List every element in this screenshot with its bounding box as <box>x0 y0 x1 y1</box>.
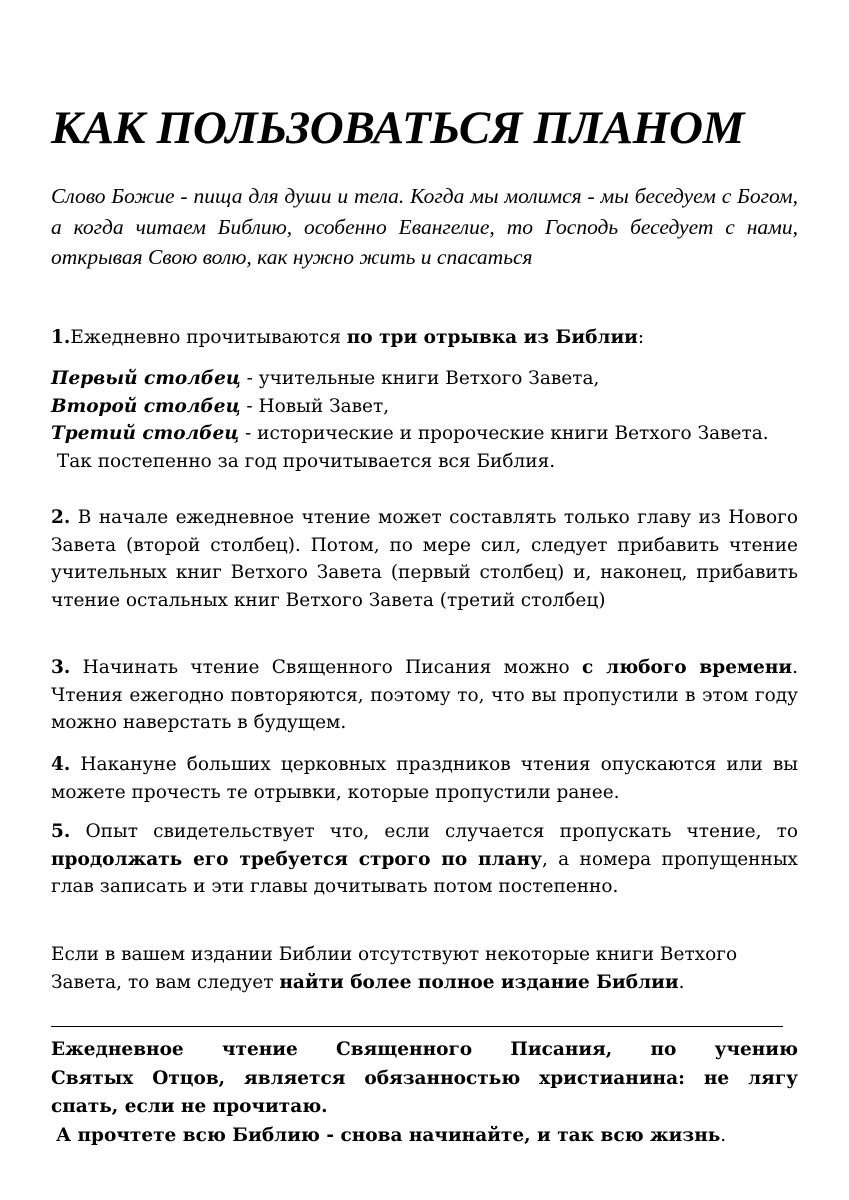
edition-note-text: Если в вашем издании Библии отсутствуют некоторые книги Ветхого Завета, то вам следует <box>51 944 738 993</box>
item-5 <box>51 818 798 901</box>
edition-note-end: . <box>678 971 685 993</box>
column-1-text: - учительные книги Ветхого Завета, <box>240 368 600 389</box>
closing-line-4-end: . <box>720 1124 727 1146</box>
column-2-text: - Новый Завет, <box>240 395 390 417</box>
closing-line-4-text: А прочтете всю Библию - снова начинайте, и так всю жизнь <box>56 1124 721 1146</box>
item-4-number: 4. <box>51 754 71 775</box>
item-5-bold: продолжать его требуется строго по плану <box>51 848 542 870</box>
closing-line-4 <box>51 1122 798 1151</box>
item-5-end: , а номера пропущенных глав записать и эти главы дочитывать потом постепенно. <box>51 848 798 897</box>
column-3-line <box>51 420 798 448</box>
item-2-number: 2. <box>51 507 71 528</box>
closing-line-3: спать, если не прочитаю. <box>51 1096 328 1117</box>
divider-line <box>51 1026 783 1027</box>
item-3 <box>51 654 798 737</box>
edition-note <box>51 941 798 996</box>
item-1-text: Ежедневно прочитываются <box>70 327 347 348</box>
closing-line-1: Ежедневное чтение Священного Писания, по учению <box>51 1039 798 1060</box>
column-3-text: - исторические и пророческие книги Ветхого Завета. <box>239 423 769 444</box>
item-4 <box>51 751 798 806</box>
columns-list <box>51 365 798 475</box>
intro-paragraph: Слово Божие - пища для души и тела. Когда мы молимся - мы беседуем с Богом, а когда читаем Библию, особенно Евангелие, то Господь беседует с нами, открывая Свою волю, как нужно жить и спасаться <box>51 184 798 269</box>
column-2-line <box>51 393 798 421</box>
item-2-text: В начале ежедневное чтение может составлять только главу из Нового Завета (второй столбец). Потом, по мере сил, следует прибавить чтение учительных книг Ветхого Завета (первый столбец) и, наконец, прибавить чтение остальных книг Ветхого Завета (третий столбец) <box>51 507 798 611</box>
item-3-end: . Чтения ежегодно повторяются, поэтому то, что вы пропустили в этом году можно наверстать в будущем. <box>51 657 798 733</box>
item-5-text: Опыт свидетельствует что, если случается пропускать чтение, то <box>70 821 798 842</box>
item-5-number: 5. <box>51 821 71 842</box>
page-title: КАК ПОЛЬЗОВАТЬСЯ ПЛАНОМ <box>51 102 745 154</box>
column-1-label: Первый столбец <box>51 368 241 389</box>
item-1-bold: по три отрывка из Библии <box>346 327 638 348</box>
item-1 <box>51 324 798 352</box>
column-1-line <box>51 365 798 393</box>
item-4-text: Накануне больших церковных праздников чтения опускаются или вы можете прочесть те отрывки, которые пропустили ранее. <box>51 754 798 803</box>
closing-line-2: Святых Отцов, является обязанностью христианина: не лягу <box>51 1067 798 1089</box>
item-2 <box>51 504 798 614</box>
item-3-bold: с любого времени <box>582 657 793 678</box>
column-3-label: Третий столбец <box>51 423 240 444</box>
column-2-label: Второй столбец <box>51 395 241 417</box>
item-1-number: 1. <box>51 327 71 348</box>
edition-note-bold: найти более полное издание Библии <box>279 971 679 993</box>
item-3-text: Начинать чтение Священного Писания можно <box>70 657 582 678</box>
closing-statement <box>51 1036 798 1150</box>
item-3-number: 3. <box>51 657 71 678</box>
item-1-end: : <box>637 327 645 348</box>
year-note: Так постепенно за год прочитывается вся Библия. <box>51 450 556 472</box>
